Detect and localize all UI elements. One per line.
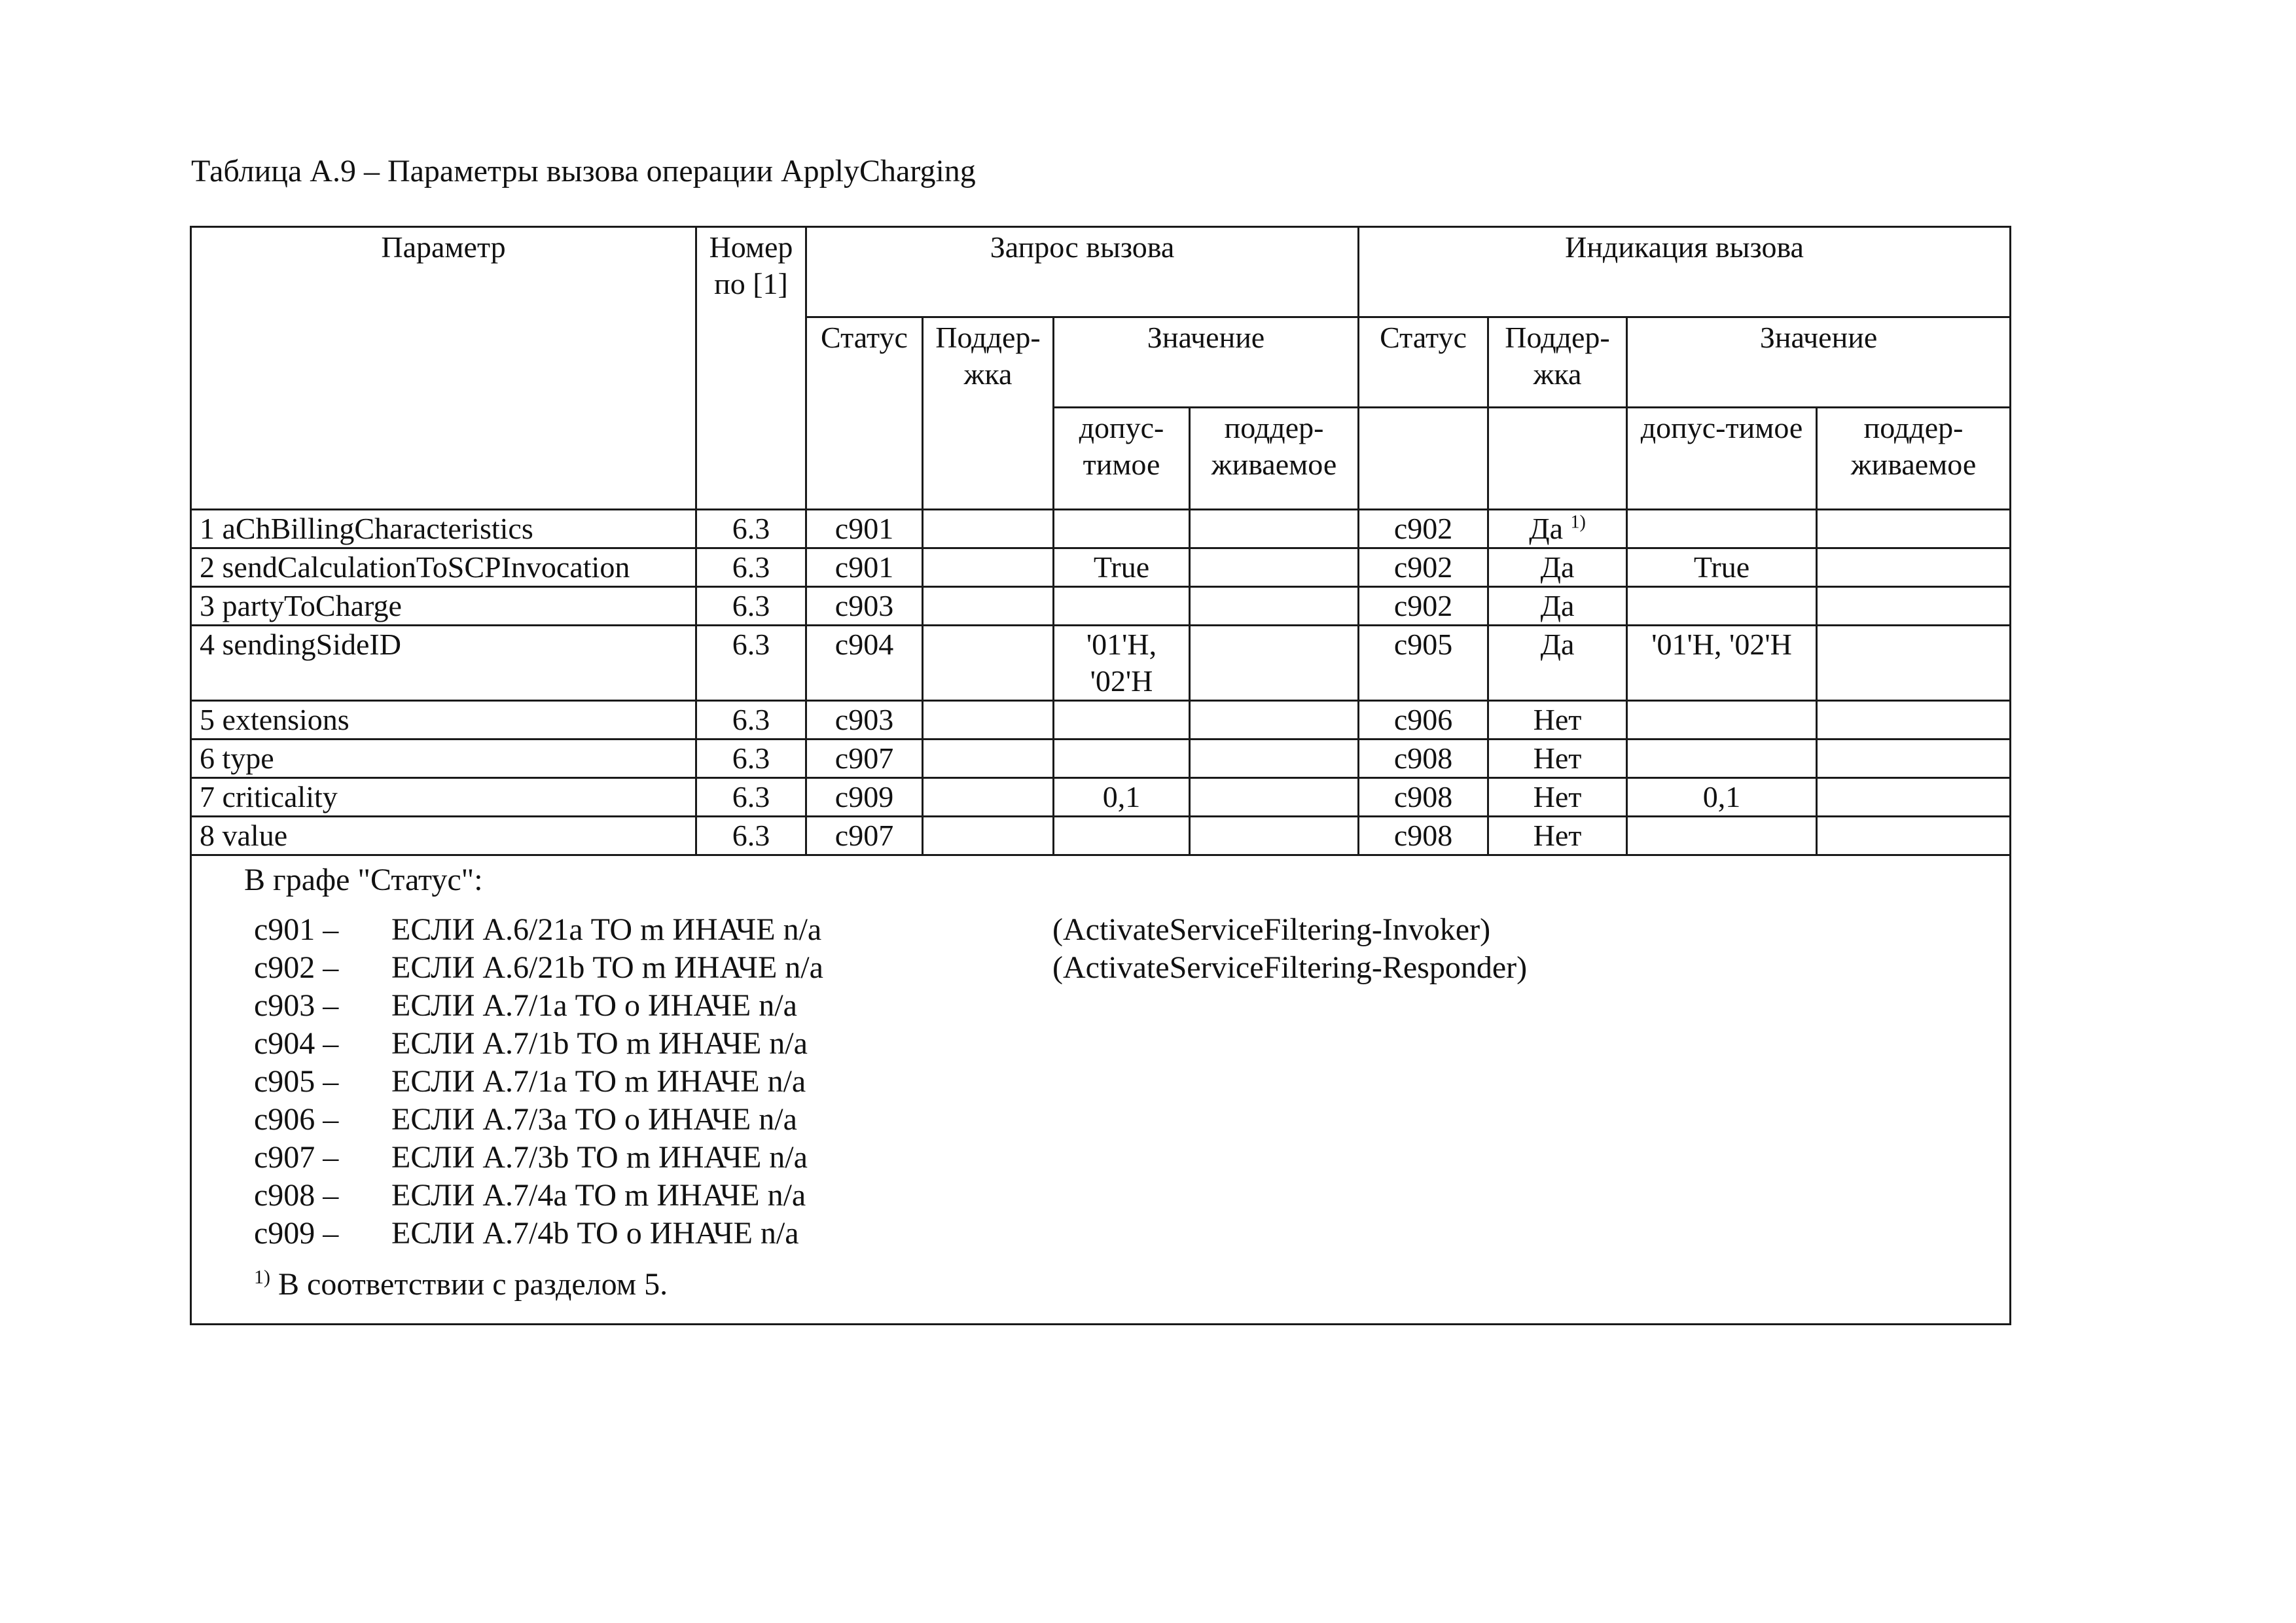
cell-req-support — [923, 626, 1054, 701]
note-code: c904 – — [254, 1026, 339, 1061]
cell-ind-supported — [1817, 587, 2011, 626]
header-req-support: Поддер-жка — [923, 317, 1054, 510]
cell-text: c907 — [834, 741, 894, 775]
cell-ind-allowed — [1627, 626, 1817, 701]
cell-ind-status — [1359, 701, 1488, 740]
cell-text: 6.3 — [732, 741, 770, 775]
cell-param — [191, 701, 696, 740]
note-ref: (ActivateServiceFiltering-Responder) — [1052, 950, 1528, 985]
cell-ind-status — [1359, 778, 1488, 817]
cell-text: Да — [1540, 589, 1575, 622]
cell-ind-allowed — [1627, 740, 1817, 778]
cell-text: 8 value — [200, 819, 288, 852]
note-ref: (ActivateServiceFiltering-Invoker) — [1052, 912, 1491, 947]
cell-text: c907 — [834, 819, 894, 852]
cell-req-status — [806, 510, 923, 548]
cell-num — [696, 701, 806, 740]
cell-req-allowed — [1054, 587, 1190, 626]
cell-ind-support — [1488, 817, 1627, 855]
cell-text: 6.3 — [732, 512, 770, 545]
cell-ind-status — [1359, 817, 1488, 855]
note-code: c907 – — [254, 1140, 339, 1175]
note-code: c903 – — [254, 988, 339, 1023]
cell-text: c902 — [1393, 550, 1453, 584]
cell-ind-allowed — [1627, 587, 1817, 626]
table-row — [191, 740, 2011, 778]
cell-req-status — [806, 548, 923, 587]
table-row — [191, 701, 2011, 740]
table-caption: Таблица А.9 – Параметры вызова операции ApplyCharging — [191, 154, 976, 188]
note-text: ЕСЛИ А.7/3a ТО o ИНАЧЕ n/a — [391, 1102, 797, 1137]
cell-text: 4 sendingSideID — [200, 628, 401, 661]
cell-text: c901 — [834, 512, 894, 545]
footnote-mark: 1) — [254, 1266, 270, 1288]
cell-req-supported — [1190, 510, 1359, 548]
cell-text: c908 — [1393, 780, 1453, 813]
note-line — [192, 1215, 2009, 1253]
cell-ind-allowed — [1627, 701, 1817, 740]
cell-req-support — [923, 740, 1054, 778]
cell-req-status — [806, 817, 923, 855]
cell-num — [696, 510, 806, 548]
cell-text: c904 — [834, 628, 894, 661]
cell-req-status — [806, 778, 923, 817]
cell-text: 5 extensions — [200, 703, 350, 736]
table-row — [191, 548, 2011, 587]
header-req-allowed: допус-тимое — [1054, 408, 1190, 510]
cell-text: c903 — [834, 589, 894, 622]
cell-text: 3 partyToCharge — [200, 589, 402, 622]
cell-text: c906 — [1393, 703, 1453, 736]
cell-param — [191, 510, 696, 548]
cell-text: 6.3 — [732, 819, 770, 852]
cell-ind-status — [1359, 740, 1488, 778]
note-code: c908 – — [254, 1178, 339, 1213]
cell-text: True — [1693, 550, 1750, 584]
note-line — [192, 949, 2009, 987]
notes-title: В графе "Статус": — [244, 863, 483, 897]
cell-req-support — [923, 701, 1054, 740]
cell-req-supported — [1190, 587, 1359, 626]
cell-num — [696, 587, 806, 626]
cell-req-supported — [1190, 548, 1359, 587]
cell-ind-status — [1359, 587, 1488, 626]
cell-text: True — [1093, 550, 1150, 584]
note-code: c901 – — [254, 912, 339, 947]
footnote-text: В соответствии с разделом 5. — [278, 1267, 668, 1302]
cell-num — [696, 817, 806, 855]
cell-ind-supported — [1817, 510, 2011, 548]
cell-text: c902 — [1393, 589, 1453, 622]
cell-num — [696, 626, 806, 701]
cell-ind-support — [1488, 510, 1627, 548]
table-row — [191, 510, 2011, 548]
cell-ind-status — [1359, 510, 1488, 548]
note-code: c902 – — [254, 950, 339, 985]
cell-ind-support — [1488, 548, 1627, 587]
cell-req-support — [923, 548, 1054, 587]
header-ind-support: Поддер-жка — [1488, 317, 1627, 408]
cell-text: 0,1 — [1102, 780, 1141, 813]
note-text: ЕСЛИ А.7/1a ТО o ИНАЧЕ n/a — [391, 988, 797, 1023]
cell-ind-support — [1488, 587, 1627, 626]
note-line — [192, 1101, 2009, 1139]
cell-text: 6.3 — [732, 628, 770, 661]
note-text: ЕСЛИ А.7/4b ТО o ИНАЧЕ n/a — [391, 1216, 799, 1251]
cell-ind-allowed — [1627, 510, 1817, 548]
cell-req-support — [923, 587, 1054, 626]
cell-req-support — [923, 510, 1054, 548]
note-text: ЕСЛИ А.7/4a ТО m ИНАЧЕ n/a — [391, 1178, 806, 1213]
cell-text: Да — [1529, 512, 1564, 545]
cell-num — [696, 778, 806, 817]
header-ind-value: Значение — [1627, 317, 2011, 408]
cell-text: 6.3 — [732, 780, 770, 813]
note-line — [192, 987, 2009, 1025]
cell-text: 0,1 — [1702, 780, 1741, 813]
cell-text: 2 sendCalculationToSCPInvocation — [200, 550, 630, 584]
table-row — [191, 778, 2011, 817]
cell-ind-support — [1488, 778, 1627, 817]
header-request-group: Запрос вызова — [806, 227, 1359, 317]
header-number: Номер по [1] — [696, 227, 806, 510]
cell-req-supported — [1190, 740, 1359, 778]
note-line — [192, 1177, 2009, 1215]
cell-text: 6.3 — [732, 550, 770, 584]
header-param: Параметр — [191, 227, 696, 510]
cell-req-allowed — [1054, 548, 1190, 587]
cell-text: Да — [1540, 550, 1575, 584]
cell-req-status — [806, 701, 923, 740]
cell-ind-supported — [1817, 626, 2011, 701]
cell-req-allowed — [1054, 740, 1190, 778]
cell-num — [696, 740, 806, 778]
header-ind-status: Статус — [1359, 317, 1488, 408]
cell-text: 6 type — [200, 741, 274, 775]
cell-req-status — [806, 740, 923, 778]
note-text: ЕСЛИ А.6/21a ТО m ИНАЧЕ n/a — [391, 912, 822, 947]
cell-text: Да — [1540, 628, 1575, 661]
cell-ind-supported — [1817, 778, 2011, 817]
cell-req-supported — [1190, 626, 1359, 701]
note-code: c906 – — [254, 1102, 339, 1137]
cell-text: Нет — [1533, 703, 1582, 736]
cell-text: c901 — [834, 550, 894, 584]
cell-req-status — [806, 587, 923, 626]
header-req-status: Статус — [806, 317, 923, 510]
cell-param — [191, 740, 696, 778]
cell-param — [191, 587, 696, 626]
note-code: c905 – — [254, 1064, 339, 1099]
cell-text: c902 — [1393, 512, 1453, 545]
header-ind-support-empty — [1488, 408, 1627, 510]
cell-param — [191, 778, 696, 817]
note-line — [192, 1139, 2009, 1177]
cell-text: c908 — [1393, 819, 1453, 852]
cell-text: '01'H, '02'H — [1086, 628, 1157, 698]
cell-param — [191, 817, 696, 855]
cell-ind-allowed — [1627, 817, 1817, 855]
cell-text: Нет — [1533, 780, 1582, 813]
note-line — [192, 1025, 2009, 1063]
header-ind-supported: поддер-живаемое — [1817, 408, 2011, 510]
cell-req-allowed — [1054, 778, 1190, 817]
cell-req-allowed — [1054, 510, 1190, 548]
notes-list — [192, 911, 2009, 1253]
cell-ind-support — [1488, 740, 1627, 778]
cell-text: Нет — [1533, 819, 1582, 852]
cell-text: c905 — [1393, 628, 1453, 661]
note-text: ЕСЛИ А.7/3b ТО m ИНАЧЕ n/a — [391, 1140, 808, 1175]
cell-req-supported — [1190, 778, 1359, 817]
note-text: ЕСЛИ А.7/1b ТО m ИНАЧЕ n/a — [391, 1026, 808, 1061]
cell-ind-supported — [1817, 817, 2011, 855]
table-header — [191, 227, 2011, 510]
header-req-value: Значение — [1054, 317, 1359, 408]
cell-ind-supported — [1817, 740, 2011, 778]
note-text: ЕСЛИ А.6/21b ТО m ИНАЧЕ n/a — [391, 950, 823, 985]
note-code: c909 – — [254, 1216, 339, 1251]
cell-text: 7 criticality — [200, 780, 338, 813]
cell-text: c909 — [834, 780, 894, 813]
cell-ind-support — [1488, 626, 1627, 701]
cell-req-allowed — [1054, 817, 1190, 855]
footnote-ref: 1) — [1570, 512, 1586, 533]
cell-req-allowed — [1054, 701, 1190, 740]
table-row — [191, 626, 2011, 701]
cell-text: Нет — [1533, 741, 1582, 775]
cell-text: '01'H, '02'H — [1651, 628, 1792, 661]
cell-ind-supported — [1817, 548, 2011, 587]
cell-ind-status — [1359, 548, 1488, 587]
cell-req-supported — [1190, 817, 1359, 855]
cell-req-support — [923, 817, 1054, 855]
cell-req-status — [806, 626, 923, 701]
cell-text: c908 — [1393, 741, 1453, 775]
header-req-supported: поддер-живаемое — [1190, 408, 1359, 510]
table-row — [191, 587, 2011, 626]
cell-req-supported — [1190, 701, 1359, 740]
notes-cell — [191, 855, 2011, 1325]
cell-text: 6.3 — [732, 703, 770, 736]
cell-text: 6.3 — [732, 589, 770, 622]
cell-req-support — [923, 778, 1054, 817]
note-line — [192, 911, 2009, 949]
footnote — [192, 1266, 2009, 1304]
parameters-table — [190, 226, 2011, 1325]
table-body — [191, 510, 2011, 855]
header-ind-allowed: допус-тимое — [1627, 408, 1817, 510]
cell-param — [191, 548, 696, 587]
cell-ind-support — [1488, 701, 1627, 740]
cell-req-allowed — [1054, 626, 1190, 701]
cell-text: 1 aChBillingCharacteristics — [200, 512, 533, 545]
cell-param — [191, 626, 696, 701]
cell-text: c903 — [834, 703, 894, 736]
cell-num — [696, 548, 806, 587]
cell-ind-status — [1359, 626, 1488, 701]
cell-ind-allowed — [1627, 778, 1817, 817]
table-notes — [191, 855, 2011, 1325]
cell-ind-supported — [1817, 701, 2011, 740]
note-text: ЕСЛИ А.7/1a ТО m ИНАЧЕ n/a — [391, 1064, 806, 1099]
header-ind-status-empty — [1359, 408, 1488, 510]
cell-ind-allowed — [1627, 548, 1817, 587]
header-indication-group: Индикация вызова — [1359, 227, 2011, 317]
table-row — [191, 817, 2011, 855]
note-line — [192, 1063, 2009, 1101]
